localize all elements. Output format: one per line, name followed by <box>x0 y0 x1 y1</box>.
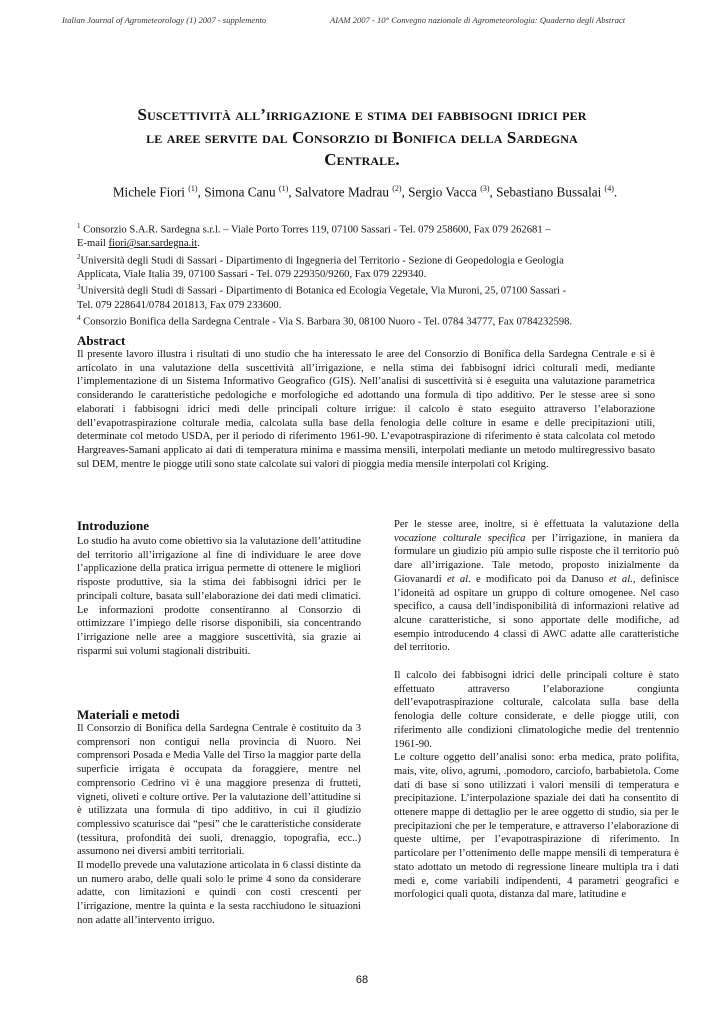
affiliation-text: Università degli Studi di Sassari - Dipartimento di Ingegneria del Territorio - Sezione di Geopedologia e Geologia <box>80 255 564 267</box>
author-name: Sebastiano Bussalai <box>496 184 602 200</box>
author-name: Simona Canu <box>204 184 276 200</box>
abstract-body: Il presente lavoro illustra i risultati di uno studio che ha interessato le aree del Consorzio di Bonifica della Sardegna Centrale e si è articolato in una valutazione della suscettività all’irrigazione, e nella stima dei fabbisogni idrici colturali medi, mediante l’implementazione di un Sistema Informativo Geografico (GIS). Nell’analisi di suscettività si è eseguita una valutazione parametrica considerando le caratteristiche pedologiche e morfologiche ed adottando una formula di tipo additivo. Per le stesse aree si sono elaborati i fabbisogni idrici medi delle principali colture irrigue: il calcolo è stato eseguito attraverso l’elaborazione dell’evapotraspirazione colturale media, calcolata sulla base della fenologia delle colture in esame e delle precipitazioni utili, determinate col metodo USDA, per il periodo di riferimento 1961-90. L’evapotraspirazione di riferimento è stata calcolata col metodo Hargreaves-Samani applicato ai dati di temperatura minima e massima mensili, interpolati mediante un metodo multiregressivo basato sul DEM, mentre le piogge utili sono state calcolate sui valori di pioggia media mensile interpolati col Kriging. <box>77 349 655 470</box>
methods-paragraph-2: Il modello prevede una valutazione articolata in 6 classi distinte da un numero arabo, delle quali solo le prime 4 sono da considerare adatte, con limitazioni e quindi con costi crescenti per l’irrigazione, mentre la quinta e la sesta racchiudono le situazioni non adatte all’intervento irriguo. <box>77 860 361 926</box>
right-paragraph-3: Le colture oggetto dell’analisi sono: erba medica, prato polifita, mais, vite, olivo, agrumi, .pomodoro, carciofo, barbabietola. Come dati di base si sono utilizzati i valori mensili di temperatura e precipitazione. L’interpolazione spaziale dei dati ha consentito di ottenere mappe di dettaglio per le aree oggetto di studio, sia per le precipitazioni che per le temperature, e attraverso l’elaborazione di queste ultime, per l’evapotraspirazione di riferimento. In particolare per l’ottenimento delle mappe mensili di temperatura è stato adottato un metodo di regressione lineare multipla tra i dati medi e, come variabili indipendenti, 4 parametri geografici e morfologici quali quota, distanza dal mare, latitudine e <box>394 752 679 901</box>
affiliation-text: Consorzio S.A.R. Sardegna s.r.l. – Viale Porto Torres 119, 07100 Sassari - Tel. 079 258600, Fax 079 262681 – <box>80 224 551 236</box>
author-affil-ref: (4) <box>604 184 614 193</box>
author-affil-ref: (1) <box>188 184 198 193</box>
author-name: Sergio Vacca <box>408 184 477 200</box>
page-number: 68 <box>355 974 369 986</box>
abstract-heading: Abstract <box>77 333 126 348</box>
methods-body <box>77 722 361 928</box>
italic-term: et al <box>446 573 469 585</box>
author-sep: , <box>197 184 205 200</box>
author-name: Salvatore Madrau <box>294 184 389 200</box>
right-paragraph-2: Il calcolo dei fabbisogni idrici delle principali colture è stato effettuato attraverso l’elaborazione congiunta dell’evapotraspirazione colturale, calcolata sulla base della fenologia delle colture considerate, e delle piogge utili, con riferimento alle condizioni climatologiche medie del trentennio 1961-90. <box>394 670 679 750</box>
title-line-1: Suscettività all’irrigazione e stima dei fabbisogni idrici per <box>137 105 587 124</box>
email-suffix: . <box>197 238 200 250</box>
affiliation-2-cont: Applicata, Viale Italia 39, 07100 Sassari - Tel. 079 229350/9260, Fax 079 229340. <box>77 268 427 280</box>
affiliation-text: Università degli Studi di Sassari - Dipartimento di Botanica ed Ecologia Vegetale, Via Muroni, 25, 07100 Sassari - <box>80 285 567 297</box>
right-column-body <box>394 518 679 902</box>
affiliation-number: 1 <box>77 222 81 230</box>
title-line-3: Centrale. <box>324 150 400 169</box>
affiliation-text: Consorzio Bonifica della Sardegna Centrale - Via S. Barbara 30, 08100 Nuoro - Tel. 0784 34777, Fax 0784232598. <box>80 316 573 328</box>
email-link[interactable]: fiori@sar.sardegna.it <box>108 238 198 250</box>
author-sep: . <box>613 184 618 200</box>
text-run: , definisce l’idoneità ad ospitare un gruppo di colture omogenee. Nel caso specifico, a causa dell’indisponibilità di informazioni relative ad alcune caratteristiche, si sono apportate delle modifiche, ad esempio introducendo 4 classi di AWC adatte alle caratteristiche del territorio. <box>394 573 679 654</box>
affiliation-2 <box>77 251 662 268</box>
author-affil-ref: (2) <box>392 184 402 193</box>
author-sep: , <box>288 184 295 200</box>
intro-heading: Introduzione <box>77 518 149 533</box>
running-header-left: Italian Journal of Agrometeorology (1) 2007 - supplemento <box>62 15 267 25</box>
affiliation-number: 3 <box>77 283 81 292</box>
running-header-right: AIAM 2007 - 10° Convegno nazionale di Agrometeorologia: Quaderno degli Abstract <box>330 15 626 25</box>
title-line-2: le aree servite dal Consorzio di Bonifica della Sardegna <box>146 127 578 147</box>
affiliation-1-email <box>77 237 662 251</box>
affiliation-3-cont: Tel. 079 228641/0784 201813, Fax 079 233600. <box>77 299 282 311</box>
author-affil-ref: (1) <box>278 184 289 193</box>
affiliation-1 <box>77 220 662 237</box>
italic-term: et al. <box>608 573 633 585</box>
affiliation-number: 2 <box>77 252 81 261</box>
author-sep: , <box>489 184 497 200</box>
affiliations <box>77 220 662 329</box>
author-name: Michele Fiori <box>112 184 185 200</box>
methods-heading: Materiali e metodi <box>77 707 180 722</box>
email-label: E-mail <box>77 238 109 250</box>
text-run: . e modificato poi da Danuso <box>468 573 609 585</box>
affiliation-number: 4 <box>77 314 81 323</box>
italic-term: vocazione colturale specifica <box>394 532 526 544</box>
text-run: Per le stesse aree, inoltre, si è effettuata la valutazione della <box>394 519 679 530</box>
paper-title <box>60 104 664 172</box>
author-list <box>70 184 660 200</box>
affiliation-3 <box>77 281 662 298</box>
methods-paragraph-1: Il Consorzio di Bonifica della Sardegna Centrale è costituito da 3 comprensori non contigui nella provincia di Nuoro. Nei comprensori Posada e Media Valle del Tirso la maggior parte della superficie irrigata è occupata da foraggiere, mentre nel comprensorio Cedrino vi è una maggiore presenza di frutteti, vigneti, oliveti e colture ortive. Per la valutazione dell’attitudine si è utilizzata una formula di tipo additivo, in cui il giudizio complessivo scaturisce dai “pesi” che le caratteristiche considerate (tessitura, profondità dei suoli, drenaggio, topografia, ecc..) assumono nei diversi ambiti territoriali. <box>77 723 361 858</box>
affiliation-4 <box>77 312 662 329</box>
right-paragraph-1 <box>394 518 679 655</box>
author-sep: , <box>401 184 409 200</box>
text-run: per l’irrigazione, in maniera da formulare un giudizio più ampio sulle risposte che il territorio può dare all’irrigazione. Tale metodo, proposto inizialmente da Giovanardi <box>394 532 679 585</box>
intro-body: Lo studio ha avuto come obiettivo sia la valutazione dell’attitudine del territorio all’irrigazione al fine di individuare le aree dove l’applicazione della pratica irrigua permette di ottenere le migliori risposte produttive, sia la stima dei fabbisogni idrici per le principali colture, basata sull’elaborazione dei dati medi climatici. Le informazioni prodotte consentiranno al Consorzio di ottimizzare l’impiego delle risorse disponibili, sia concentrando l’irrigazione nelle aree a maggiore suscettività, sia grazie ai risparmi sui volumi stagionali distribuiti. <box>77 536 361 657</box>
author-affil-ref: (3) <box>480 184 490 193</box>
